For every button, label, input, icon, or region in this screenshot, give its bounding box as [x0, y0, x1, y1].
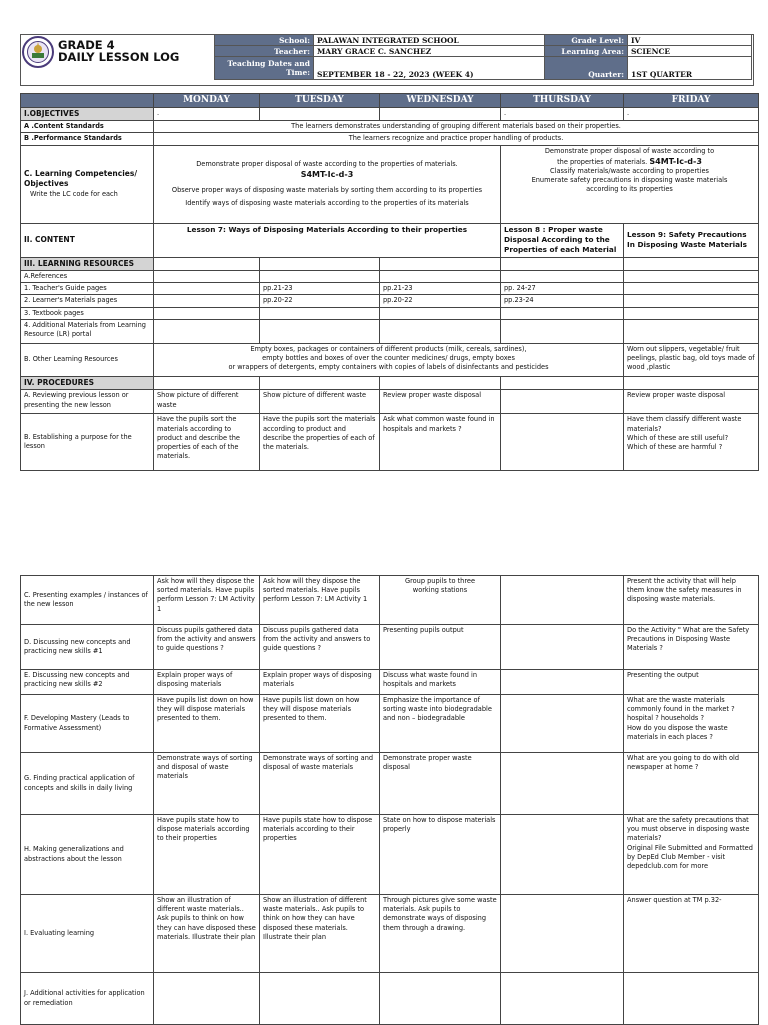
procedure-g-friday: What are you going to do with old newspaper at home ?: [624, 753, 759, 815]
cell: [154, 283, 260, 295]
cell: [624, 283, 759, 295]
day-header-thursday: THURSDAY: [501, 94, 624, 108]
cell: [501, 271, 624, 283]
learning-competencies-thu-fri: [501, 145, 759, 223]
cell: [624, 319, 759, 343]
performance-standards-text: The learners recognize and practice proper handling of products.: [154, 133, 759, 145]
cell: [501, 695, 624, 753]
procedure-b-tuesday: Have the pupils sort the materials according to product and describe the properties of each of the materials.: [260, 414, 380, 471]
procedure-e-label: E. Discussing new concepts and practicing new skills #2: [21, 670, 154, 695]
procedure-e-wednesday: Discuss what waste found in hospitals and markets: [380, 670, 501, 695]
procedure-g-monday: Demonstrate ways of sorting and disposal of waste materials: [154, 753, 260, 815]
lm-pages-tue: pp.20-22: [260, 295, 380, 307]
procedure-h-friday: [624, 815, 759, 895]
procedure-line: What are the safety precautions that you must observe in disposing waste materials?: [627, 816, 750, 843]
grade-level-value: IV: [628, 35, 752, 46]
cell: [260, 973, 380, 1025]
day-header-friday: FRIDAY: [624, 94, 759, 108]
dates-label: [215, 57, 314, 80]
procedure-g-wednesday: Demonstrate proper waste disposal: [380, 753, 501, 815]
cell: [501, 414, 624, 471]
learning-competencies-text: [154, 145, 501, 223]
procedure-h-label: H. Making generalizations and abstractions about the lesson: [21, 815, 154, 895]
cell: [624, 307, 759, 319]
resource-line: Empty boxes, packages or containers of different products (milk, cereals, sardines),: [250, 344, 527, 353]
procedure-c-tuesday: Ask how will they dispose the sorted materials. Have pupils perform Lesson 7: LM Activity 1: [260, 576, 380, 625]
lc-line: Enumerate safety precautions in disposing waste materials: [531, 176, 728, 185]
other-resources-text: [154, 343, 624, 376]
cell: [260, 376, 380, 390]
grade-title: GRADE 4: [58, 38, 115, 52]
lesson-9-title: Lesson 9: Safety Precautions In Disposing Waste Materials: [624, 223, 759, 257]
lesson-log-table-top: [20, 93, 759, 471]
cell: [260, 257, 380, 271]
header-info-table: [214, 34, 752, 80]
procedure-c-label: C. Presenting examples / instances of the new lesson: [21, 576, 154, 625]
cell: .: [154, 107, 260, 121]
cell: [624, 973, 759, 1025]
dates-label-line: Teaching Dates and: [227, 59, 310, 68]
procedure-j-label: J. Additional activities for application or remediation: [21, 973, 154, 1025]
cell: [154, 319, 260, 343]
cell: [501, 376, 624, 390]
procedure-f-tuesday: Have pupils list down on how they will dispose materials presented to them.: [260, 695, 380, 753]
cell: [501, 625, 624, 670]
tg-pages-thu: pp. 24-27: [501, 283, 624, 295]
procedure-c-monday: Ask how will they dispose the sorted materials. Have pupils perform Lesson 7: LM Activity 1: [154, 576, 260, 625]
cell: [260, 307, 380, 319]
lc-line: according to its properties: [586, 185, 673, 194]
teacher-label: Teacher:: [215, 46, 314, 57]
cell: .: [624, 107, 759, 121]
procedure-d-label: D. Discussing new concepts and practicing new skills #1: [21, 625, 154, 670]
procedure-line: Which of these are harmful ?: [627, 443, 723, 452]
lc-line: Demonstrate proper disposal of waste according to the properties of materials.: [196, 159, 458, 168]
content-label: II. CONTENT: [21, 223, 154, 257]
procedure-d-friday: Do the Activity " What are the Safety Precautions in Disposing Waste Materials ?: [624, 625, 759, 670]
cell: [154, 271, 260, 283]
cell: [380, 307, 501, 319]
cell: [380, 973, 501, 1025]
procedure-line: What are the waste materials commonly found in the market ? hospital ? households ?: [627, 696, 735, 723]
procedure-a-label: A. Reviewing previous lesson or presenting the new lesson: [21, 390, 154, 414]
content-standards-label: A .Content Standards: [21, 121, 154, 133]
learning-competencies-label: [21, 145, 154, 223]
cell: [501, 895, 624, 973]
lc-code: S4MT-Ic-d-3: [300, 169, 354, 179]
additional-materials-label: 4. Additional Materials from Learning Resource (LR) portal: [21, 319, 154, 343]
cell: [260, 107, 380, 121]
cell: [154, 973, 260, 1025]
cell: [624, 376, 759, 390]
procedure-h-tuesday: Have pupils state how to dispose materials according to their properties: [260, 815, 380, 895]
procedure-e-friday: Presenting the output: [624, 670, 759, 695]
lc-sub-text: Write the LC code for each: [30, 189, 118, 198]
teachers-guide-label: 1. Teacher's Guide pages: [21, 283, 154, 295]
cell: [501, 815, 624, 895]
procedure-i-monday: Show an illustration of different waste materials.. Ask pupils to think on how they can have disposed these materials. Illustrate their plan: [154, 895, 260, 973]
lesson-log-table-bottom: [20, 575, 759, 1025]
procedures-heading: IV. PROCEDURES: [21, 376, 154, 390]
procedure-c-wednesday: Group pupils to three working stations: [380, 576, 501, 625]
depedclub-note: Original File Submitted and Formatted by DepEd Club Member - visit depedclub.com for more: [627, 843, 753, 871]
performance-standards-label: B .Performance Standards: [21, 133, 154, 145]
procedure-d-monday: Discuss pupils gathered data from the activity and answers to guide questions ?: [154, 625, 260, 670]
cell: [501, 753, 624, 815]
procedure-d-tuesday: Discuss pupils gathered data from the activity and answers to guide questions ?: [260, 625, 380, 670]
resource-line: empty bottles and boxes of over the counter medicines/ drugs, empty boxes: [262, 354, 515, 363]
learners-materials-label: 2. Learner's Materials pages: [21, 295, 154, 307]
quarter-value: 1ST QUARTER: [628, 57, 752, 80]
cell: [501, 576, 624, 625]
textbook-label: 3. Textbook pages: [21, 307, 154, 319]
lm-pages-thu: pp.23-24: [501, 295, 624, 307]
procedure-e-monday: Explain proper ways of disposing materials: [154, 670, 260, 695]
deped-seal-icon: [22, 36, 54, 68]
other-resources-label: B. Other Learning Resources: [21, 343, 154, 376]
procedure-a-friday: Review proper waste disposal: [624, 390, 759, 414]
procedure-a-monday: Show picture of different waste: [154, 390, 260, 414]
quarter-label: Quarter:: [545, 57, 628, 80]
lesson-7-title: Lesson 7: Ways of Disposing Materials According to their properties: [154, 223, 501, 257]
resource-line: or wrappers of detergents, empty containers with copies of labels of disinfectants and pesticides: [228, 363, 549, 372]
other-resources-friday: Worn out slippers, vegetable/ fruit peelings, plastic bag, old toys made of wood ,plastic: [624, 343, 759, 376]
procedure-h-monday: Have pupils state how to dispose materials according to their properties: [154, 815, 260, 895]
lc-line: Classify materials/waste according to properties: [550, 166, 709, 175]
cell: [260, 319, 380, 343]
page-title: [58, 39, 179, 63]
learning-resources-heading: III. LEARNING RESOURCES: [21, 257, 154, 271]
teacher-value: MARY GRACE C. SANCHEZ: [314, 46, 545, 57]
cell: [154, 257, 260, 271]
procedure-g-label: G. Finding practical application of concepts and skills in daily living: [21, 753, 154, 815]
procedure-line: Have them classify different waste materials?: [627, 415, 742, 433]
cell: [154, 307, 260, 319]
cell: [260, 271, 380, 283]
cell: [380, 107, 501, 121]
area-value: SCIENCE: [628, 46, 752, 57]
procedure-line: How do you dispose the waste materials in each places ?: [627, 723, 728, 741]
cell: [624, 295, 759, 307]
procedure-f-label: F. Developing Mastery (Leads to Formative Assessment): [21, 695, 154, 753]
tg-pages-tue: pp.21-23: [260, 283, 380, 295]
cell: [154, 376, 260, 390]
day-header-blank: [21, 94, 154, 108]
content-standards-text: The learners demonstrates understanding of grouping different materials based on their properties.: [154, 121, 759, 133]
lc-line: Demonstrate proper disposal of waste according to: [544, 146, 715, 155]
cell: [154, 295, 260, 307]
dates-value: SEPTEMBER 18 - 22, 2023 (WEEK 4): [314, 57, 545, 80]
lc-label-text: C. Learning Competencies/ Objectives: [24, 168, 138, 189]
objectives-heading: I.OBJECTIVES: [21, 107, 154, 121]
cell: [380, 257, 501, 271]
cell: [501, 307, 624, 319]
procedure-a-wednesday: Review proper waste disposal: [380, 390, 501, 414]
time-label-line: Time:: [286, 68, 310, 77]
lc-line: Identify ways of disposing waste materials according to the properties of its materials: [185, 199, 469, 208]
procedure-b-monday: Have the pupils sort the materials according to product and describe the properties of each of the materials.: [154, 414, 260, 471]
lc-line: Observe proper ways of disposing waste materials by sorting them according to its properties: [171, 186, 483, 195]
cell: [624, 257, 759, 271]
procedure-i-friday: Answer question at TM p.32-: [624, 895, 759, 973]
cell: [501, 973, 624, 1025]
lm-pages-wed: pp.20-22: [380, 295, 501, 307]
lesson-8-title: Lesson 8 : Proper waste Disposal According to the Properties of each Material: [501, 223, 624, 257]
procedure-i-wednesday: Through pictures give some waste materials. Ask pupils to demonstrate ways of disposing them through a drawing.: [380, 895, 501, 973]
procedure-e-tuesday: Explain proper ways of disposing materials: [260, 670, 380, 695]
procedure-line: Which of these are still useful?: [627, 433, 729, 442]
cell: [501, 390, 624, 414]
procedure-f-wednesday: Emphasize the importance of sorting waste into biodegradable and non – biodegradable: [380, 695, 501, 753]
day-header-wednesday: WEDNESDAY: [380, 94, 501, 108]
procedure-b-friday: [624, 414, 759, 471]
cell: [380, 271, 501, 283]
procedure-f-monday: Have pupils list down on how they will dispose materials presented to them.: [154, 695, 260, 753]
cell: [501, 257, 624, 271]
grade-level-label: Grade Level:: [545, 35, 628, 46]
procedure-f-friday: [624, 695, 759, 753]
cell: [380, 319, 501, 343]
cell: [501, 670, 624, 695]
procedure-c-friday: Present the activity that will help them know the safety measures in disposing waste materials.: [624, 576, 759, 625]
tg-pages-wed: pp.21-23: [380, 283, 501, 295]
procedure-b-label: B. Establishing a purpose for the lesson: [21, 414, 154, 471]
procedure-i-tuesday: Show an illustration of different waste materials.. Ask pupils to think on how they can have disposed these materials. Illustrate their plan: [260, 895, 380, 973]
lc-code: S4MT-Ic-d-3: [649, 156, 702, 166]
day-header-monday: MONDAY: [154, 94, 260, 108]
cell: [624, 271, 759, 283]
school-label: School:: [215, 35, 314, 46]
procedure-g-tuesday: Demonstrate ways of sorting and disposal of waste materials: [260, 753, 380, 815]
procedure-d-wednesday: Presenting pupils output: [380, 625, 501, 670]
cell: [380, 376, 501, 390]
lc-line: the properties of materials.: [557, 157, 648, 166]
procedure-i-label: I. Evaluating learning: [21, 895, 154, 973]
day-header-tuesday: TUESDAY: [260, 94, 380, 108]
cell: .: [501, 107, 624, 121]
log-title: DAILY LESSON LOG: [58, 50, 180, 64]
area-label: Learning Area:: [545, 46, 628, 57]
cell: [501, 319, 624, 343]
procedure-a-tuesday: Show picture of different waste: [260, 390, 380, 414]
procedure-b-wednesday: Ask what common waste found in hospitals and markets ?: [380, 414, 501, 471]
school-value: PALAWAN INTEGRATED SCHOOL: [314, 35, 545, 46]
procedure-h-wednesday: State on how to dispose materials properly: [380, 815, 501, 895]
references-label: A.References: [21, 271, 154, 283]
